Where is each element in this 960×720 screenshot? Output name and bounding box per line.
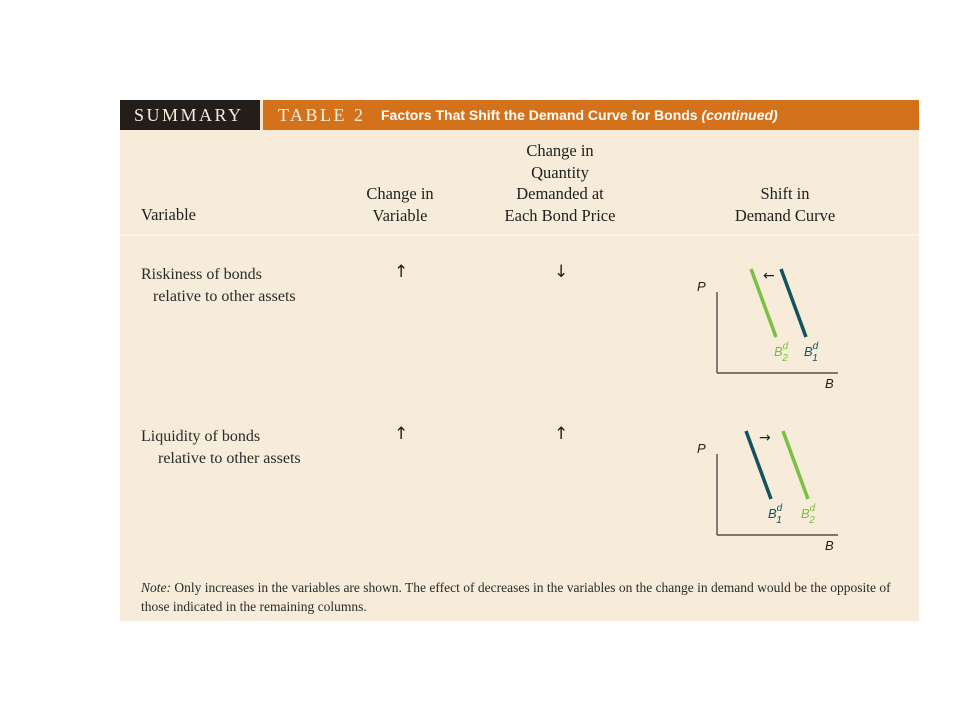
- row-variable-riskiness: [141, 264, 296, 308]
- row-1-curve-new-label: $B^d$ 2: [774, 341, 789, 364]
- column-header-line: Demanded at: [516, 184, 604, 203]
- column-header-line: Quantity: [531, 162, 589, 182]
- row-2-change-in-quantity-arrow: ↑: [554, 424, 569, 444]
- column-header-line: Each Bond Price: [504, 205, 616, 225]
- row-2-x-axis-label: B: [825, 538, 834, 553]
- column-header-line: Change in: [366, 184, 434, 203]
- row-1-y-axis-label: P: [697, 279, 706, 294]
- row-2-shift-arrow: →: [759, 430, 771, 446]
- header-divider: [120, 234, 919, 236]
- column-header-variable: [141, 204, 196, 226]
- row-variable-line1: Riskiness of bonds: [141, 266, 262, 283]
- row-1-curve-original: [781, 269, 806, 337]
- row-2-y-axis-label: P: [697, 441, 706, 456]
- row-variable-line2: relative to other assets: [153, 288, 296, 305]
- table-header-bar: [120, 100, 919, 130]
- footnote-text: Only increases in the variables are shown. The effect of decreases in the variables on the change in demand would be the opposite of those indicated in the remaining columns.: [141, 580, 891, 614]
- table-number-label: TABLE 2: [278, 105, 366, 125]
- column-header-line: Variable: [372, 205, 428, 225]
- table-title-suffix: (continued): [701, 107, 778, 123]
- column-header-line: Change in: [526, 141, 594, 160]
- summary-block: [120, 100, 263, 130]
- row-1-shift-arrow: ←: [763, 268, 775, 284]
- row-1-curve-original-label: $B^d$ 1: [804, 341, 819, 364]
- column-header-shift-in-demand: [710, 183, 860, 226]
- row-1-change-in-quantity-arrow: ↓: [554, 262, 569, 282]
- table-footnote: [141, 578, 901, 616]
- footnote-label: Note:: [141, 580, 171, 595]
- column-header-line: Shift in: [760, 184, 810, 203]
- summary-label: SUMMARY: [134, 105, 244, 125]
- column-header-line: Variable: [141, 205, 196, 224]
- row-2-curve-new: [783, 431, 808, 499]
- column-header-line: Demand Curve: [734, 205, 836, 225]
- table-title-main: Factors That Shift the Demand Curve for Bonds: [381, 107, 698, 123]
- row-2-curve-new-label: $B^d$ 2: [801, 503, 816, 526]
- row-2-demand-shift-graph: [690, 422, 850, 554]
- row-variable-line1: Liquidity of bonds: [141, 428, 261, 445]
- row-variable-line2: relative to other assets: [158, 450, 301, 467]
- table-title: [381, 107, 778, 123]
- column-header-change-in-quantity: [485, 140, 635, 226]
- row-1-change-in-variable-arrow: ↑: [394, 262, 409, 282]
- row-variable-liquidity: [141, 426, 301, 470]
- summary-table: [120, 100, 919, 621]
- row-1-demand-shift-graph: [690, 260, 850, 392]
- row-2-curve-original-label: $B^d$ 1: [768, 503, 783, 526]
- row-1-x-axis-label: B: [825, 376, 834, 391]
- column-header-change-in-variable: [335, 183, 465, 226]
- row-2-change-in-variable-arrow: ↑: [394, 424, 409, 444]
